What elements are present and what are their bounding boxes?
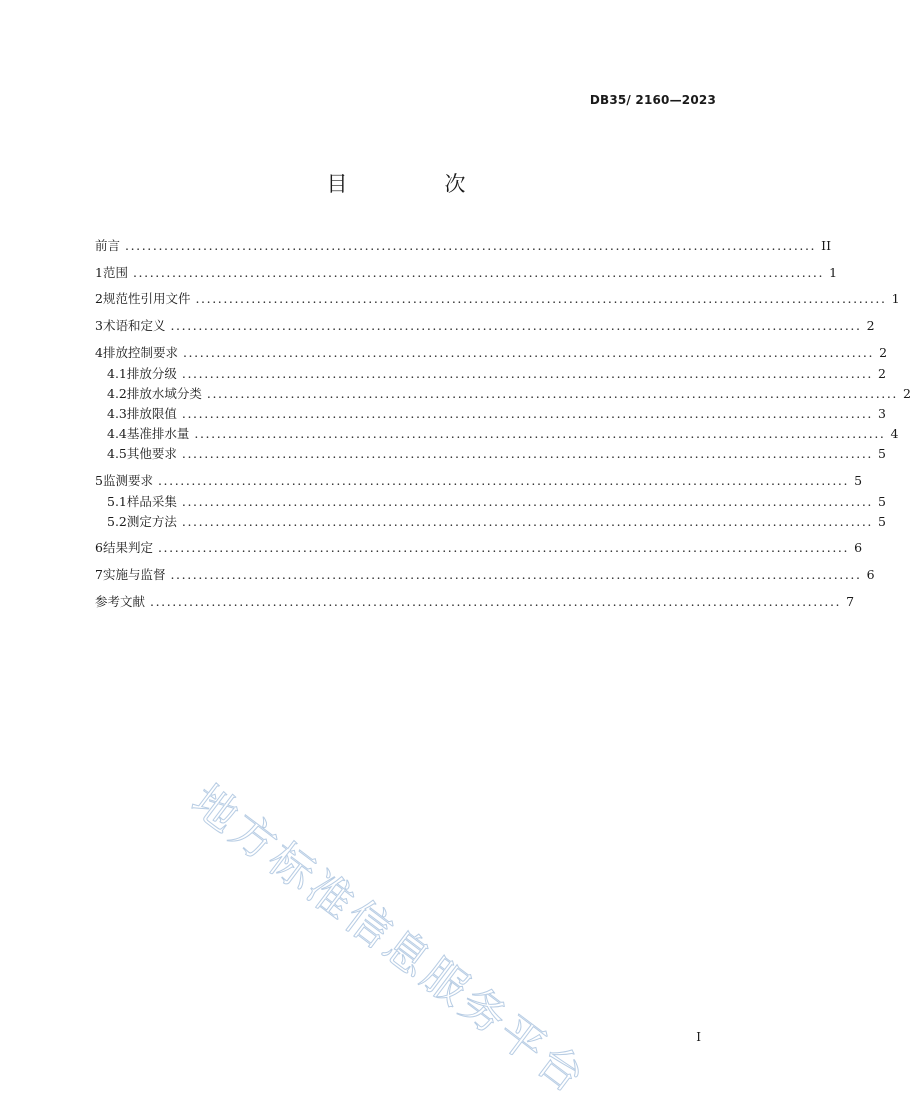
toc-label: 实施与监督 — [102, 567, 166, 582]
dot-leader: ............................................................................................................................ — [194, 426, 886, 441]
dot-leader: ............................................................................................................................ — [170, 318, 862, 333]
toc-entry-1[interactable] — [95, 263, 838, 283]
toc-label: 测定方法 — [126, 514, 177, 529]
toc-page: 2 — [903, 386, 911, 401]
dot-leader: ............................................................................................................................ — [181, 366, 874, 381]
toc-entry-5-1[interactable] — [95, 492, 886, 512]
toc-label: 排放控制要求 — [102, 345, 178, 360]
toc-number: 1 — [95, 265, 103, 280]
toc-label: 前言 — [95, 238, 121, 253]
toc-number: 2 — [95, 291, 103, 306]
dot-leader: ............................................................................................................................ — [170, 567, 862, 582]
dot-leader: ............................................................................................................................ — [181, 494, 874, 509]
toc-entry-2[interactable] — [95, 289, 900, 309]
toc-number: 4.2 — [107, 386, 127, 401]
toc-entry-4-2[interactable] — [95, 384, 911, 404]
dot-leader: ............................................................................................................................ — [132, 265, 825, 280]
toc-page: 4 — [890, 426, 899, 441]
toc-label: 规范性引用文件 — [102, 291, 191, 306]
dot-leader: ............................................................................................................................ — [181, 406, 874, 421]
toc-page: 5 — [878, 494, 886, 509]
toc-page: 2 — [878, 366, 886, 381]
dot-leader: ............................................................................................................................ — [150, 594, 842, 609]
standard-code: DB35/ 2160—2023 — [589, 93, 716, 107]
toc-page: 1 — [891, 291, 900, 306]
toc-label: 排放水域分类 — [126, 386, 202, 401]
toc-label: 其他要求 — [126, 446, 177, 461]
toc-number: 6 — [95, 540, 103, 555]
toc-label: 术语和定义 — [102, 318, 166, 333]
toc-label: 排放限值 — [126, 406, 177, 421]
dot-leader: ............................................................................................................................ — [182, 345, 875, 360]
toc-number: 3 — [95, 318, 103, 333]
toc-entry-5[interactable] — [95, 471, 863, 491]
toc-entry-5-2[interactable] — [95, 512, 886, 532]
toc-label: 范围 — [102, 265, 128, 280]
toc-entry-4-1[interactable] — [95, 364, 886, 384]
toc-page: 1 — [829, 265, 838, 280]
dot-leader: ............................................................................................................................ — [157, 473, 850, 488]
page-number: I — [696, 1030, 701, 1044]
dot-leader: ............................................................................................................................ — [195, 291, 887, 306]
toc-number: 4.4 — [107, 426, 127, 441]
toc-number: 4.1 — [107, 366, 127, 381]
toc-entry-4-3[interactable] — [95, 404, 886, 424]
toc-label: 排放分级 — [126, 366, 177, 381]
toc-label: 结果判定 — [102, 540, 153, 555]
toc-entry-4[interactable] — [95, 343, 888, 363]
toc-label: 基准排水量 — [126, 426, 190, 441]
page-title: 目 次 — [326, 172, 504, 196]
toc-label: 样品采集 — [126, 494, 177, 509]
toc-page: 3 — [878, 406, 886, 421]
toc-page: 5 — [854, 473, 863, 488]
toc-number: 4.3 — [107, 406, 127, 421]
toc-page: 6 — [866, 567, 875, 582]
toc-label: 监测要求 — [102, 473, 153, 488]
toc-page: 5 — [878, 446, 886, 461]
toc-number: 4.5 — [107, 446, 127, 461]
toc-label: 参考文献 — [95, 594, 146, 609]
toc-number: 5 — [95, 473, 103, 488]
toc-page: 6 — [854, 540, 863, 555]
toc-number: 7 — [95, 567, 103, 582]
toc-entry-4-4[interactable] — [95, 424, 899, 444]
toc-number: 4 — [95, 345, 103, 360]
toc-page: 7 — [846, 594, 855, 609]
toc-entry-3[interactable] — [95, 316, 875, 336]
watermark: 地方标准信息服务平台 — [181, 775, 596, 1105]
toc-entry-foreword[interactable] — [95, 236, 832, 256]
toc-entry-6[interactable] — [95, 538, 863, 558]
dot-leader: ............................................................................................................................ — [125, 238, 817, 253]
toc-number: 5.2 — [107, 514, 127, 529]
dot-leader: ............................................................................................................................ — [181, 446, 874, 461]
toc-page: II — [821, 238, 832, 253]
dot-leader: ............................................................................................................................ — [206, 386, 899, 401]
toc-page: 5 — [878, 514, 886, 529]
toc-page: 2 — [866, 318, 875, 333]
toc-entry-references[interactable] — [95, 592, 855, 612]
toc-entry-4-5[interactable] — [95, 444, 886, 464]
toc-page: 2 — [879, 345, 888, 360]
toc-number: 5.1 — [107, 494, 127, 509]
toc-entry-7[interactable] — [95, 565, 875, 585]
dot-leader: ............................................................................................................................ — [181, 514, 874, 529]
dot-leader: ............................................................................................................................ — [157, 540, 850, 555]
